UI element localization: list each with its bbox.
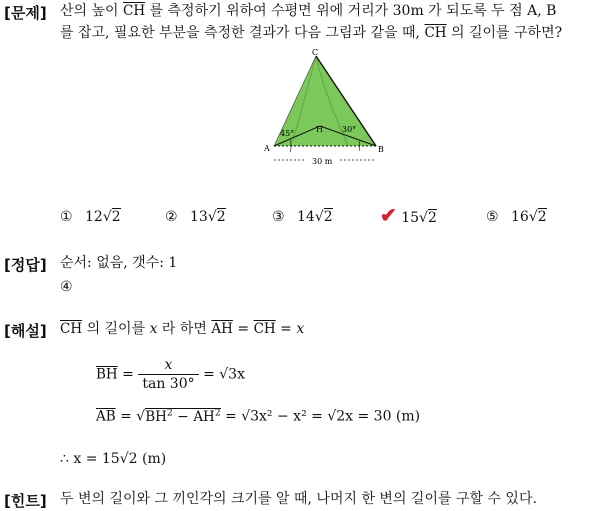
solution-text: 의 길이를: [86, 321, 146, 337]
bh-result: = √3x: [203, 366, 245, 383]
fraction-numerator: x: [138, 356, 198, 375]
segment-ch: $\overline{CH}$: [424, 25, 447, 41]
problem-line-1: [60, 0, 556, 22]
hint-text: 두 변의 길이와 그 끼인각의 크기를 알 때, 나머지 한 변의 길이를 구할 수 있다.: [60, 491, 537, 507]
problem-tag: [문제]: [4, 4, 47, 22]
segment-ch: $\overline{CH}$: [123, 3, 146, 19]
segment-bh: BH: [145, 408, 167, 425]
segment-ah: $\overline{AH}$: [211, 321, 233, 337]
choice-coef: 15: [401, 210, 420, 226]
problem-line-2: [60, 22, 562, 44]
segment-bh: $\overline{BH}$: [96, 366, 118, 383]
choice-radicand: 2: [323, 209, 333, 225]
choice-coef: 13: [190, 209, 208, 225]
choice-2[interactable]: ② 13√2: [165, 209, 226, 225]
problem-text: 의 길이를 구하면?: [451, 25, 563, 41]
choice-coef: 14: [297, 209, 315, 225]
solution-tag: [해설]: [4, 322, 47, 340]
label-h: H: [316, 125, 323, 134]
answer-order: 순서: 없음, 갯수: 1: [60, 255, 178, 271]
label-a: A: [264, 144, 270, 153]
problem-text: 산의 높이: [60, 3, 119, 19]
solution-text: 라 하면: [161, 321, 207, 337]
angle-a: 45°: [280, 129, 295, 138]
choice-5[interactable]: ⑤ 16√2: [486, 209, 547, 225]
hint-tag: [힌트]: [4, 492, 47, 510]
fraction-denominator: tan 30°: [142, 376, 195, 392]
choice-number: ②: [165, 209, 178, 225]
equals: =: [280, 321, 292, 337]
solution-line-1: [60, 318, 304, 340]
choice-number: ⑤: [486, 209, 499, 225]
ab-result: = √3x² − x² = √2x = 30 (m): [225, 408, 421, 425]
checkmark-icon: ✔: [380, 203, 397, 227]
label-c: C: [312, 48, 319, 57]
label-b: B: [378, 145, 384, 154]
var-x: x: [296, 321, 305, 337]
equals: =: [237, 321, 250, 337]
answer-tag: [정답]: [4, 256, 47, 274]
problem-text: 를 잡고, 필요한 부분을 측정한 결과가 다음 그림과 같을 때,: [60, 25, 421, 41]
choice-radicand: 2: [537, 209, 547, 225]
solution-conclusion: ∴ x = 15√2 (m): [60, 451, 167, 467]
answer-value: ④: [60, 279, 73, 295]
fraction: [138, 356, 198, 393]
choice-4[interactable]: ✔ 15√2: [380, 203, 437, 227]
var-x: x: [149, 321, 158, 337]
choice-radicand: 2: [111, 209, 121, 225]
choice-3[interactable]: ③ 14√2: [272, 209, 333, 225]
choice-radicand: 2: [427, 210, 437, 226]
choice-coef: 12: [85, 209, 103, 225]
angle-b: 30°: [342, 125, 357, 134]
base-length: 30 m: [312, 157, 333, 166]
choice-coef: 16: [511, 209, 529, 225]
segment-ch: $\overline{CH}$: [60, 321, 83, 337]
problem-text: 를 측정하기 위하여 수평면 위에 거리가 30m 가 되도록 두 점 A, B: [149, 3, 557, 19]
choice-number: ①: [60, 209, 73, 225]
choice-radicand: 2: [216, 209, 226, 225]
segment-ab: $\overline{AB}$: [96, 408, 116, 425]
segment-ah: $\overline{AH}$: [193, 408, 215, 425]
mountain-figure: [260, 46, 390, 170]
choice-1[interactable]: ① 12√2: [60, 209, 121, 225]
solution-ab-line: $\overline{AB} = √BH^2 - \overline{AH}^2 = √3x^2 - x^2 = √2x = 30$ (m): [96, 408, 421, 425]
segment-ch: $\overline{CH}$: [253, 321, 276, 337]
solution-bh-line: $\overline{BH}$ = $\frac{x}{\tan 30^\circ}$ = √3x: [96, 357, 245, 392]
choice-number: ③: [272, 209, 285, 225]
